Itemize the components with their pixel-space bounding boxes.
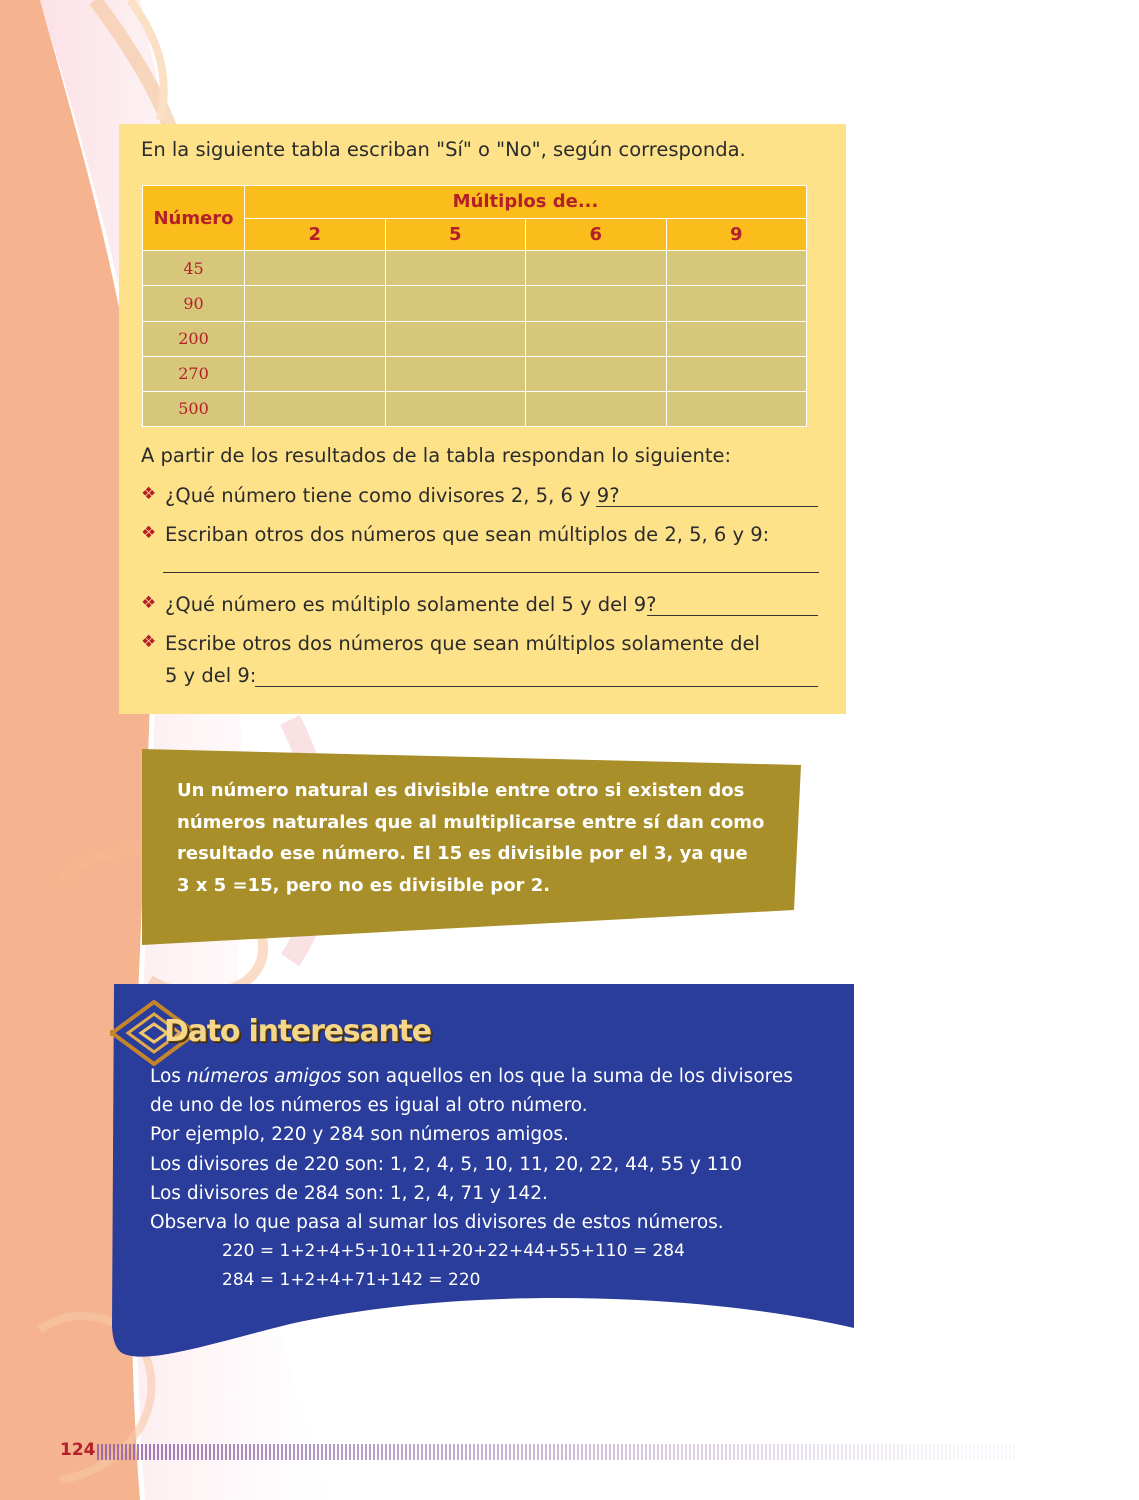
answer-cell[interactable]	[245, 391, 386, 426]
instruction-text: En la siguiente tabla escriban "Sí" o "No", según corresponda.	[141, 138, 746, 161]
answer-cell[interactable]	[666, 391, 807, 426]
table-header-number: Número	[143, 186, 245, 251]
answer-cell[interactable]	[666, 251, 807, 286]
highlight-term: números amigos	[186, 1066, 342, 1087]
footer-tick-bar	[97, 1444, 1027, 1462]
answer-line[interactable]	[647, 615, 818, 616]
table-header-divisor: 9	[666, 218, 807, 251]
table-row	[143, 321, 807, 356]
table-header-divisor: 2	[245, 218, 386, 251]
answer-line[interactable]	[255, 686, 818, 687]
answer-cell[interactable]	[526, 391, 667, 426]
table-row	[143, 391, 807, 426]
answer-cell[interactable]	[526, 356, 667, 391]
question-item	[141, 632, 821, 692]
question-text: Escriban otros dos números que sean múltiplos de 2, 5, 6 y 9:	[165, 523, 770, 546]
definition-line: Un número natural es divisible entre otro si existen dos	[177, 780, 745, 801]
question-item	[141, 593, 821, 619]
table-row	[143, 356, 807, 391]
answer-cell[interactable]	[526, 251, 667, 286]
diamond-bullet-icon: ❖	[141, 632, 157, 652]
activity-panel	[119, 124, 846, 714]
question-text: ¿Qué número tiene como divisores 2, 5, 6 y 9?	[165, 484, 620, 507]
answer-line[interactable]	[163, 572, 819, 573]
question-text: ¿Qué número es múltiplo solamente del 5 y del 9?	[165, 593, 657, 616]
definition-line: 3 x 5 =15, pero no es divisible por 2.	[177, 874, 551, 896]
definition-line: números naturales que al multiplicarse entre sí dan como	[177, 811, 765, 833]
row-number: 270	[143, 356, 245, 391]
answer-cell[interactable]	[385, 391, 526, 426]
fact-line: Los divisores de 284 son: 1, 2, 4, 71 y 142.	[150, 1182, 548, 1204]
answer-cell[interactable]	[245, 251, 386, 286]
fact-body	[150, 1062, 840, 1296]
fact-line: Por ejemplo, 220 y 284 son números amigos.	[150, 1124, 569, 1146]
row-number: 200	[143, 321, 245, 356]
fact-line: Observa lo que pasa al sumar los divisores de estos números.	[150, 1212, 724, 1234]
table-row	[143, 251, 807, 286]
question-item	[141, 484, 821, 510]
answer-cell[interactable]	[385, 356, 526, 391]
answer-cell[interactable]	[385, 321, 526, 356]
fact-title: Dato interesante	[164, 1014, 431, 1049]
fact-line: de uno de los números es igual al otro número.	[150, 1095, 588, 1117]
fact-line: Los números amigos son aquellos en los que la suma de los divisores	[150, 1066, 793, 1087]
row-number: 500	[143, 391, 245, 426]
table-header-divisor: 5	[385, 218, 526, 251]
fact-line: Los divisores de 220 son: 1, 2, 4, 5, 10, 11, 20, 22, 44, 55 y 110	[150, 1153, 743, 1175]
fact-box	[110, 984, 855, 1364]
question-text: Escribe otros dos números que sean múltiplos solamente del	[165, 632, 760, 655]
diamond-bullet-icon: ❖	[141, 593, 157, 613]
answer-cell[interactable]	[666, 286, 807, 321]
answer-cell[interactable]	[385, 286, 526, 321]
answer-line[interactable]	[596, 506, 818, 507]
table-header-divisor: 6	[526, 218, 667, 251]
fact-equation: 220 = 1+2+4+5+10+11+20+22+44+55+110 = 284	[222, 1241, 685, 1262]
questions-lead: A partir de los resultados de la tabla respondan lo siguiente:	[141, 444, 732, 467]
answer-cell[interactable]	[526, 321, 667, 356]
table-row	[143, 286, 807, 321]
question-text-continued: 5 y del 9:	[165, 664, 257, 687]
definition-text	[177, 775, 777, 901]
fact-equation: 284 = 1+2+4+71+142 = 220	[222, 1270, 481, 1291]
page-number: 124	[60, 1440, 96, 1460]
question-item	[141, 523, 821, 549]
answer-cell[interactable]	[526, 286, 667, 321]
definition-line: resultado ese número. El 15 es divisible por el 3, ya que	[177, 843, 748, 864]
diamond-bullet-icon: ❖	[141, 523, 157, 543]
row-number: 45	[143, 251, 245, 286]
row-number: 90	[143, 286, 245, 321]
diamond-bullet-icon: ❖	[141, 484, 157, 504]
answer-cell[interactable]	[245, 321, 386, 356]
answer-cell[interactable]	[385, 251, 526, 286]
table-header-multiples: Múltiplos de...	[245, 186, 807, 219]
definition-box	[142, 749, 802, 945]
answer-cell[interactable]	[245, 356, 386, 391]
multiples-table	[142, 185, 807, 427]
answer-cell[interactable]	[245, 286, 386, 321]
answer-cell[interactable]	[666, 321, 807, 356]
answer-cell[interactable]	[666, 356, 807, 391]
